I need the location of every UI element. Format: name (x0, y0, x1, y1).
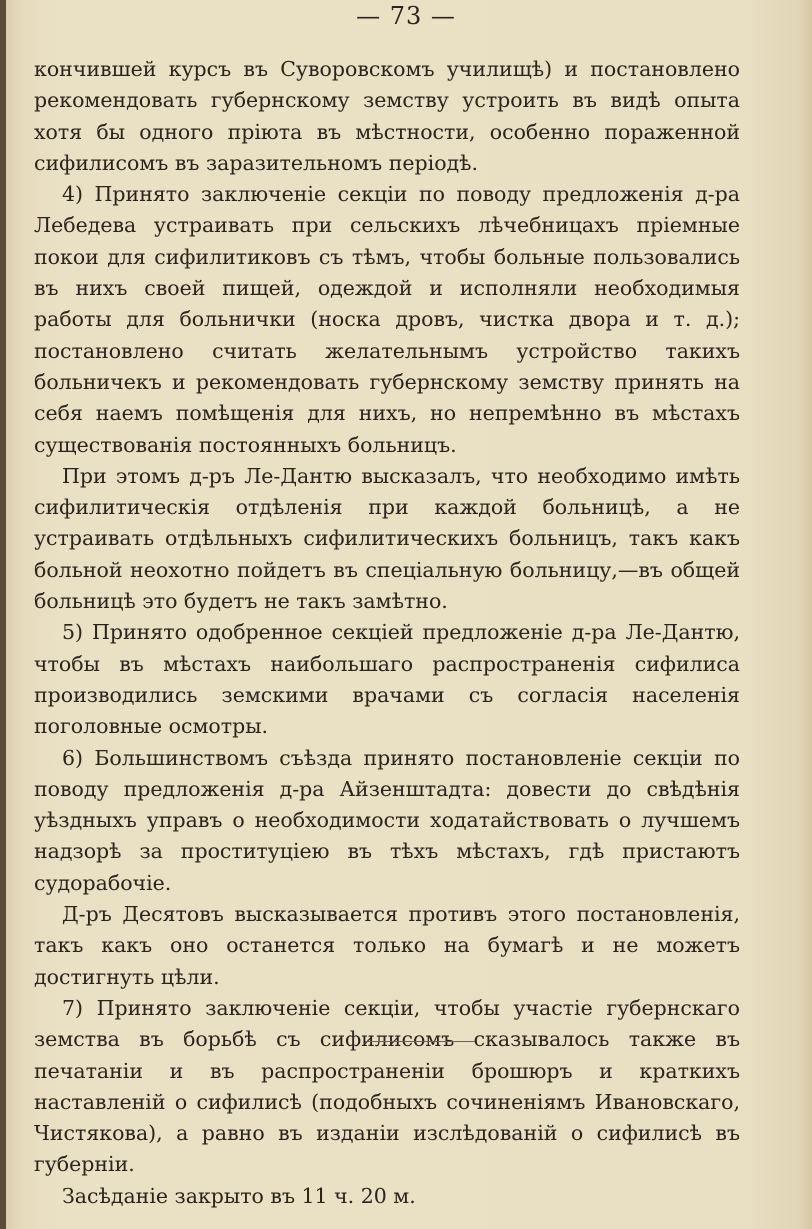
paragraph-desyatov-remark: Д-ръ Десятовъ высказывается противъ этого постановленiя, такъ какъ оно останется только на бумагѣ и не можетъ достигнуть цѣли. (34, 902, 740, 989)
paragraph-continuation: кончившей курсъ въ Суворовскомъ училищѣ) и постановлено рекомендовать губернскому земству устроить въ видѣ опыта хотя бы одного прiюта въ мѣстности, особенно пораженной сифилисомъ въ заразительномъ перiодѣ. (34, 57, 740, 175)
page-number: — 73 — (356, 2, 456, 30)
paragraph-item-7: 7) Принято заключенiе секцiи, чтобы участiе губернскаго земства въ борьбѣ съ сифилисомъ сказывалось также въ печатанiи и въ распространенiи брошюръ и краткихъ наставленiй о сифилисѣ (подобныхъ сочиненiямъ Ивановскаго, Чистякова), а равно въ изданiи изслѣдованiй о сифилисѣ въ губернiи. (34, 995, 740, 1177)
section-divider-rule (365, 1041, 475, 1042)
paragraph-item-5: 5) Принято одобренное секцiей предложенiе д-ра Ле-Дантю, чтобы въ мѣстахъ наибольшаго распространенiя сифилиса производились земскими врачами съ согласiя населенiя поголовные осмотры. (34, 620, 740, 739)
paragraph-item-4: 4) Принято заключенiе секцiи по поводу предложенiя д-ра Лебедева устраивать при сельскихъ лѣчебницахъ прiемные покои для сифилитиковъ съ тѣмъ, чтобы больные пользовались въ нихъ своей пищей, одеждой и исполняли необходимыя работы для больнички (носка дровъ, чистка двора и т. д.); постановлено считать желательнымъ устройство такихъ больничекъ и рекомендовать губернскому земству принять на себя наемъ помѣщенiя для нихъ, но непремѣнно въ мѣстахъ существованiя постоянныхъ больницъ. (34, 182, 740, 457)
book-spine-edge (0, 0, 6, 1229)
paragraph-session-closed: Засѣданiе закрыто въ 11 ч. 20 м. (62, 1183, 416, 1208)
body-text (34, 54, 740, 1212)
paragraph-le-dantu-remark: При этомъ д-ръ Ле-Дантю высказалъ, что необходимо имѣть сифилитическiя отдѣленiя при каждой больницѣ, а не устраивать отдѣльныхъ сифилитическихъ больницъ, такъ какъ больной неохотно пойдетъ въ спецiальную больницу,—въ общей больницѣ это будетъ не такъ замѣтно. (34, 463, 740, 614)
paragraph-item-6: 6) Большинствомъ съѣзда принято постановленiе секцiи по поводу предложенiя д-ра Айзенштадта: довести до свѣдѣнiя уѣздныхъ управъ о необходимости ходатайствовать о лучшемъ надзорѣ за проституцiею въ тѣхъ мѣстахъ, гдѣ пристаютъ судорабочiе. (34, 745, 740, 895)
